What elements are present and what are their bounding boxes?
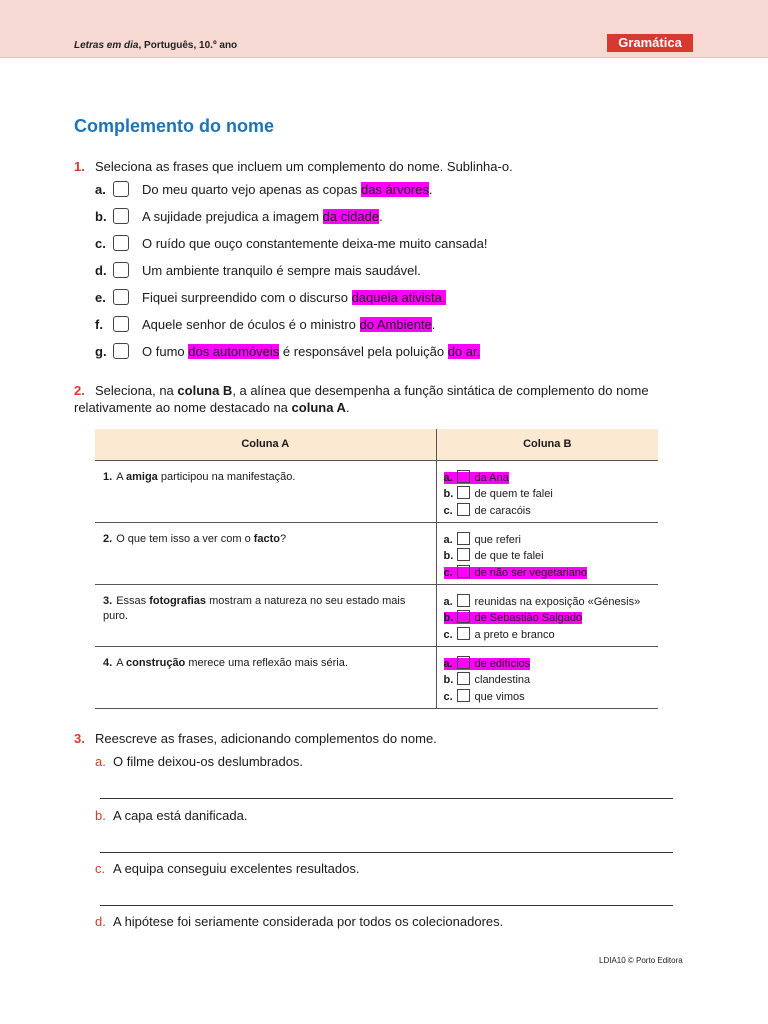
choice-checkbox[interactable] xyxy=(457,689,470,702)
sentence-text: mostram a natureza no seu estado mais puro. xyxy=(103,594,406,622)
table-row xyxy=(95,460,658,522)
choice-letter: c. xyxy=(443,628,453,641)
option-checkbox[interactable] xyxy=(113,289,129,305)
choice-letter: a. xyxy=(443,471,453,484)
choice-option xyxy=(444,594,659,611)
question-number: 2. xyxy=(74,383,85,398)
option-letter: b. xyxy=(95,209,107,224)
choice-content xyxy=(444,691,525,703)
choice-text: de não ser vegetariano xyxy=(474,566,588,579)
column-b-cell xyxy=(436,522,658,584)
page-title: Complemento do nome xyxy=(74,116,275,136)
option-checkbox[interactable] xyxy=(113,316,129,332)
choice-checkbox[interactable] xyxy=(457,594,470,607)
choice-checkbox[interactable] xyxy=(457,656,470,669)
choice-letter: b. xyxy=(443,550,454,562)
choice-option xyxy=(444,470,659,487)
option-checkbox[interactable] xyxy=(113,181,129,197)
answer-line[interactable] xyxy=(100,798,673,799)
highlighted-complement: da cidade xyxy=(322,209,380,224)
choice-checkbox[interactable] xyxy=(457,503,470,516)
option-item xyxy=(95,235,487,253)
option-text: Aquele senhor de óculos é o ministro xyxy=(142,317,360,332)
sentence-text: participou na manifestação. xyxy=(157,470,296,483)
option-text: é responsável pela poluição xyxy=(279,344,448,359)
column-b-cell xyxy=(436,460,658,522)
choice-checkbox[interactable] xyxy=(457,548,470,561)
option-text: O ruído que ouço constantemente deixa-me muito cansada! xyxy=(142,236,488,251)
choice-text: que vimos xyxy=(474,690,525,703)
rewrite-item xyxy=(95,753,303,770)
option-item xyxy=(95,343,480,361)
choice-text: de Sebastião Salgado xyxy=(474,612,583,624)
option-item xyxy=(95,316,435,334)
column-b-header: Coluna B xyxy=(436,429,658,460)
item-letter: a. xyxy=(95,754,106,769)
column-a-cell xyxy=(95,584,436,646)
choice-letter: c. xyxy=(443,690,453,703)
choice-text: de edifícios xyxy=(474,657,531,670)
choice-letter: b. xyxy=(443,674,454,686)
table-row xyxy=(95,522,658,584)
option-item xyxy=(95,208,383,226)
question-2 xyxy=(74,382,684,416)
choice-letter: c. xyxy=(443,566,453,579)
choice-text: de que te falei xyxy=(474,550,544,562)
highlighted-complement: do ar. xyxy=(447,344,481,359)
row-number: 2. xyxy=(103,532,113,545)
answer-line[interactable] xyxy=(100,852,673,853)
option-letter: f. xyxy=(95,317,103,332)
option-checkbox[interactable] xyxy=(113,208,129,224)
answer-line[interactable] xyxy=(100,905,673,906)
column-a-cell xyxy=(95,646,436,708)
choice-letter: a. xyxy=(443,657,453,670)
choice-content xyxy=(444,567,588,579)
choice-option xyxy=(444,503,659,520)
choice-content xyxy=(444,674,531,686)
option-item xyxy=(95,262,421,280)
row-number: 1. xyxy=(103,470,113,483)
choice-checkbox[interactable] xyxy=(457,565,470,578)
sentence-text: merece uma reflexão mais séria. xyxy=(185,656,348,669)
choice-content xyxy=(444,629,555,641)
choice-checkbox[interactable] xyxy=(457,627,470,640)
book-subtitle: , Português, 10.º ano xyxy=(138,40,238,51)
option-text: Fiquei surpreendido com o discurso xyxy=(142,290,352,305)
question-text: Seleciona, na coluna B, a alínea que desempenha a função sintática de complemento do nome relativamente ao nome destacado na coluna A. xyxy=(74,383,649,415)
option-text: . xyxy=(428,182,433,197)
choice-text: que referi xyxy=(474,533,521,546)
choice-text: da Ana xyxy=(474,471,509,484)
item-letter: d. xyxy=(95,914,106,929)
highlighted-complement: dos automóveis xyxy=(188,344,280,359)
book-name: Letras em dia xyxy=(74,40,139,51)
item-letter: c. xyxy=(95,861,106,876)
item-text: A equipa conseguiu excelentes resultados. xyxy=(113,861,360,876)
choice-checkbox[interactable] xyxy=(457,532,470,545)
option-letter: g. xyxy=(95,344,107,359)
choice-content xyxy=(444,534,521,546)
row-number: 3. xyxy=(103,594,113,607)
choice-text: clandestina xyxy=(474,674,531,686)
choice-option xyxy=(444,610,659,627)
choice-option xyxy=(444,656,659,673)
option-item xyxy=(95,289,446,307)
option-text: O fumo xyxy=(142,344,189,359)
item-text: A capa está danificada. xyxy=(113,808,248,823)
choice-content xyxy=(444,488,553,500)
question-text: Reescreve as frases, adicionando complementos do nome. xyxy=(95,731,437,746)
sentence-text: Essas xyxy=(116,594,150,607)
sentence-text: A xyxy=(116,470,126,483)
option-checkbox[interactable] xyxy=(113,235,129,251)
item-text: A hipótese foi seriamente considerada por todos os colecionadores. xyxy=(113,914,504,929)
choice-option xyxy=(444,689,659,706)
choice-letter: b. xyxy=(443,488,454,500)
choice-content xyxy=(444,505,531,517)
question-1 xyxy=(74,158,684,175)
footer-copyright: LDIA10 © Porto Editora xyxy=(599,956,683,965)
column-a-cell xyxy=(95,460,436,522)
rewrite-item xyxy=(95,913,503,930)
option-checkbox[interactable] xyxy=(113,262,129,278)
sentence-text: O que tem isso a ver com o xyxy=(116,532,254,545)
choice-letter: a. xyxy=(443,595,453,608)
option-letter: a. xyxy=(95,182,106,197)
option-text: A sujidade prejudica a imagem xyxy=(142,209,323,224)
highlighted-complement: do Ambiente xyxy=(359,317,432,332)
option-letter: c. xyxy=(95,236,106,251)
sentence-text: A xyxy=(116,656,126,669)
matching-table xyxy=(95,429,658,709)
option-text: . xyxy=(379,209,383,224)
question-number: 3. xyxy=(74,731,85,746)
section-badge: Gramática xyxy=(607,34,693,52)
question-number: 1. xyxy=(74,159,85,174)
row-number: 4. xyxy=(103,656,113,669)
highlighted-complement: das árvores xyxy=(360,182,429,197)
page-header xyxy=(0,0,768,58)
option-text: Do meu quarto vejo apenas as copas xyxy=(142,182,361,197)
choice-content xyxy=(444,550,544,562)
column-a-header: Coluna A xyxy=(95,429,436,460)
choice-text: de caracóis xyxy=(474,504,531,517)
table-row xyxy=(95,584,658,646)
highlighted-noun: amiga xyxy=(125,470,158,483)
choice-option xyxy=(444,565,659,582)
item-text: O filme deixou-os deslumbrados. xyxy=(113,754,304,769)
column-a-cell xyxy=(95,522,436,584)
item-letter: b. xyxy=(95,808,106,823)
highlighted-noun: facto xyxy=(253,532,281,545)
highlighted-noun: fotografias xyxy=(149,594,207,607)
choice-content xyxy=(444,472,509,484)
option-item xyxy=(95,181,433,199)
choice-checkbox[interactable] xyxy=(457,610,470,623)
option-text: . xyxy=(431,317,436,332)
choice-text: de quem te falei xyxy=(474,488,553,500)
choice-option xyxy=(444,486,659,503)
choice-content xyxy=(444,612,583,624)
choice-content xyxy=(444,596,641,608)
book-title xyxy=(74,40,237,51)
choice-option xyxy=(444,627,659,644)
option-checkbox[interactable] xyxy=(113,343,129,359)
choice-checkbox[interactable] xyxy=(457,470,470,483)
column-b-cell xyxy=(436,646,658,708)
sentence-text: ? xyxy=(280,532,287,545)
rewrite-item xyxy=(95,860,359,877)
option-letter: d. xyxy=(95,263,107,278)
question-text: Seleciona as frases que incluem um complemento do nome. Sublinha-o. xyxy=(95,159,513,174)
column-b-cell xyxy=(436,584,658,646)
option-text: Um ambiente tranquilo é sempre mais saudável. xyxy=(142,263,421,278)
choice-text: reunidas na exposição «Génesis» xyxy=(474,595,641,608)
highlighted-complement: daquela ativista. xyxy=(351,290,446,305)
question-3 xyxy=(74,730,684,747)
choice-checkbox[interactable] xyxy=(457,486,470,499)
choice-checkbox[interactable] xyxy=(457,672,470,685)
choice-option xyxy=(444,672,659,689)
table-row xyxy=(95,646,658,708)
option-letter: e. xyxy=(95,290,106,305)
choice-letter: b. xyxy=(443,612,454,624)
choice-letter: a. xyxy=(443,533,453,546)
choice-text: a preto e branco xyxy=(474,628,555,641)
choice-letter: c. xyxy=(443,504,453,517)
choice-option xyxy=(444,548,659,565)
choice-option xyxy=(444,532,659,549)
choice-content xyxy=(444,658,531,670)
highlighted-noun: construção xyxy=(125,656,186,669)
rewrite-item xyxy=(95,807,247,824)
